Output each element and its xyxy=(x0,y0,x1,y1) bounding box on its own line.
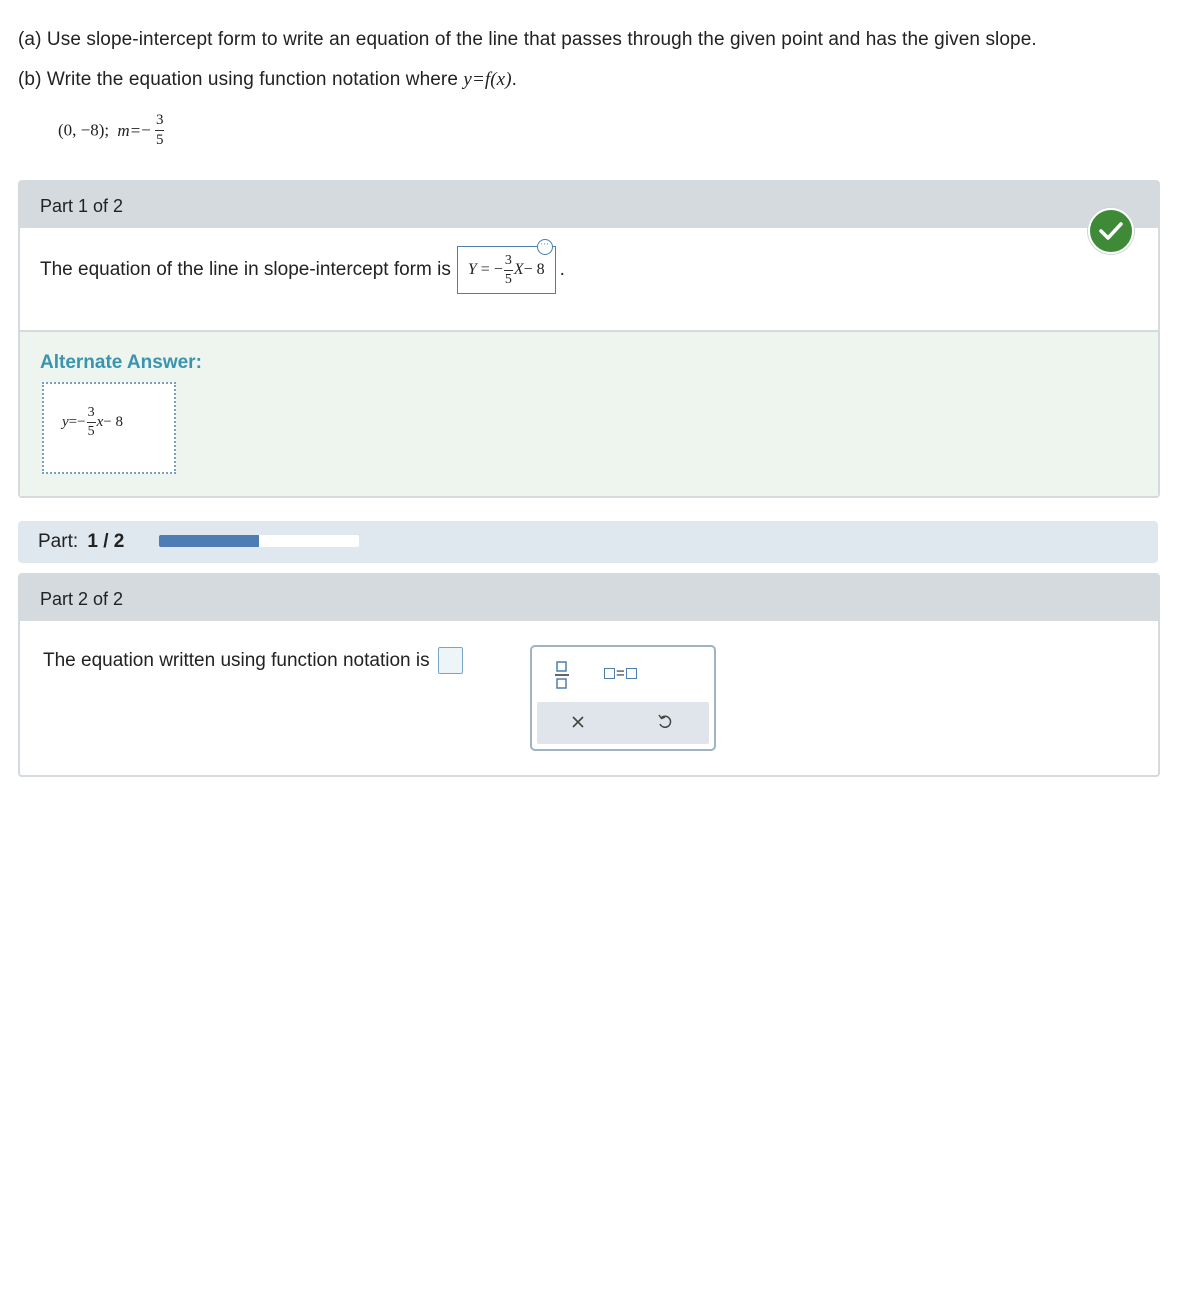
slope-sign: − xyxy=(141,120,151,140)
alt-eq: = xyxy=(68,414,78,430)
answer-numerator: 3 xyxy=(504,252,512,268)
question-line-b-text: (b) Write the equation using function notation where xyxy=(18,69,459,90)
alt-lhs: y xyxy=(62,414,69,430)
part2-header: Part 2 of 2 xyxy=(20,575,1158,621)
answer-sign: − xyxy=(493,261,503,278)
equals-glyph: = xyxy=(616,665,625,682)
answer-lhs: Y xyxy=(467,261,477,278)
fraction-icon[interactable] xyxy=(554,661,570,694)
part-progress xyxy=(18,521,1158,563)
part1-prompt: The equation of the line in slope-intercept form is xyxy=(40,259,451,280)
part1-answer-row xyxy=(40,239,565,294)
alt-var: x xyxy=(96,414,104,430)
given-values xyxy=(58,113,164,148)
progress-fill xyxy=(159,535,259,547)
palette-actions xyxy=(537,702,709,744)
function-notation-math: y=f(x) xyxy=(463,69,512,90)
alt-sign: − xyxy=(77,414,86,430)
slope-fraction xyxy=(155,113,165,148)
answer-fraction xyxy=(504,254,513,287)
given-point: (0, −8); xyxy=(58,120,110,140)
part1-header: Part 1 of 2 xyxy=(20,182,1158,228)
answer-var: X xyxy=(513,261,524,278)
part1-answer-box[interactable] xyxy=(457,239,556,294)
progress-track xyxy=(159,535,359,547)
answer-rest: − 8 xyxy=(523,261,545,278)
equals-icon[interactable] xyxy=(604,665,637,682)
math-palette xyxy=(530,645,716,751)
question-line-b: (b) Write the equation using function notation where y=f(x). xyxy=(18,69,518,90)
slope-numerator: 3 xyxy=(155,112,164,128)
clear-icon[interactable] xyxy=(571,715,585,734)
answer-denominator: 5 xyxy=(504,271,512,287)
alternate-answer-title: Alternate Answer: xyxy=(40,352,202,373)
alternate-answer-box xyxy=(42,382,176,474)
alternate-answer-section xyxy=(20,330,1158,496)
progress-value: 1 / 2 xyxy=(87,531,125,552)
part2-prompt: The equation written using function notation is xyxy=(43,649,430,671)
slope-label: m= xyxy=(117,120,142,140)
question-line-a: (a) Use slope-intercept form to write an equation of the line that passes through the given point and has the given slope. xyxy=(18,29,1037,50)
more-options-icon[interactable]: ··· xyxy=(537,239,553,255)
alt-rest: − 8 xyxy=(103,414,123,430)
part2-answer-row xyxy=(43,647,463,674)
function-notation-input[interactable] xyxy=(438,647,463,674)
undo-icon[interactable] xyxy=(657,714,673,735)
part1-period: . xyxy=(559,259,565,280)
part2-panel xyxy=(18,573,1160,777)
progress-label xyxy=(38,531,124,553)
alt-denominator: 5 xyxy=(87,424,95,439)
check-icon xyxy=(1088,208,1134,254)
part1-panel xyxy=(18,180,1160,498)
alt-fraction xyxy=(87,406,96,439)
progress-label-text: Part: xyxy=(38,531,79,552)
answer-eq: = xyxy=(480,261,490,278)
alt-numerator: 3 xyxy=(87,405,95,420)
alternate-equation xyxy=(62,406,123,439)
slope-denominator: 5 xyxy=(155,132,164,148)
